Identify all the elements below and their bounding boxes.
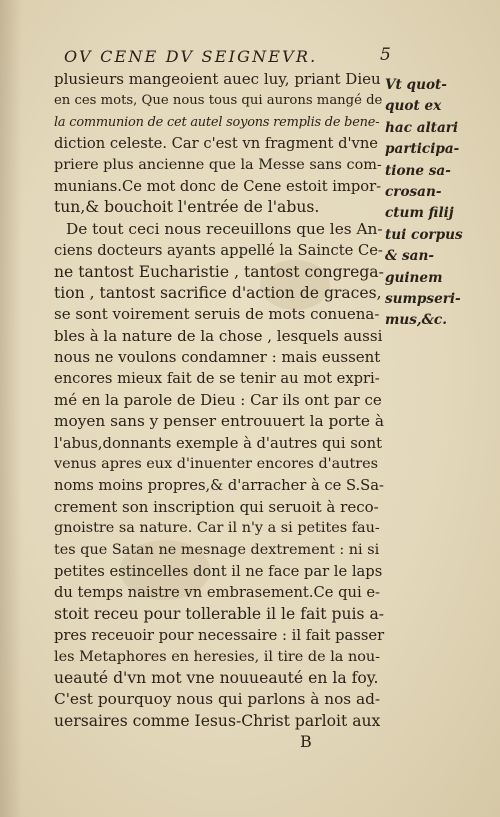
text-line: ciens docteurs ayants appellé la Saincte Ce- — [54, 242, 383, 260]
text-line: tion , tantost sacrifice d'action de graces, — [54, 283, 382, 302]
margin-note-line: Vt quot- — [385, 77, 447, 93]
gutter-shadow — [0, 0, 22, 817]
text-line: De tout ceci nous receuillons que les An- — [66, 219, 383, 238]
text-line: petites estincelles dont il ne face par le laps — [54, 562, 383, 580]
text-line: les Metaphores en heresies, il tire de la nou- — [54, 648, 381, 665]
text-line: noms moins propres,& d'arracher à ce S.Sa- — [54, 477, 384, 495]
text-line: se sont voirement seruis de mots conuena- — [54, 305, 380, 324]
text-line: ne tantost Eucharistie , tantost congrega- — [54, 262, 384, 281]
text-line: encores mieux fait de se tenir au mot expri- — [54, 370, 380, 388]
text-line: la communion de cet autel soyons remplis de bene- — [54, 114, 380, 130]
margin-note-line: tione sa- — [385, 162, 451, 179]
margin-note-line: guinem — [385, 269, 443, 286]
main-text-block — [54, 69, 384, 732]
text-line: crement son inscription qui seruoit à reco- — [54, 497, 379, 516]
margin-note-line: quot ex — [385, 98, 442, 115]
text-line: diction celeste. Car c'est vn fragment d'vne — [54, 135, 378, 153]
margin-note-line: participa- — [385, 141, 460, 158]
page-number: 5 — [380, 45, 391, 65]
margin-note-line: crosan- — [385, 183, 442, 200]
text-line: en ces mots, Que nous tous qui aurons mangé de — [54, 93, 383, 109]
marginal-note — [385, 75, 485, 332]
text-line: uersaires comme Iesus-Christ parloit aux — [54, 711, 381, 730]
text-line: mé en la parole de Dieu : Car ils ont par ce — [54, 390, 382, 409]
text-line: tes que Satan ne mesnage dextrement : ni si — [54, 541, 380, 558]
signature-mark: B — [300, 732, 312, 751]
text-line: pres receuoir pour necessaire : il fait passer — [54, 627, 385, 645]
margin-note-line: & san- — [385, 248, 434, 265]
text-line: munians.Ce mot donc de Cene estoit impor- — [54, 177, 382, 195]
text-line: l'abus,donnants exemple à d'autres qui sont — [54, 434, 382, 452]
text-line: tun,& bouchoit l'entrée de l'abus. — [54, 198, 320, 217]
running-title: OV CENE DV SEIGNEVR. — [64, 47, 318, 66]
text-line: moyen sans y penser entrouuert la porte à — [54, 412, 384, 431]
text-line: venus apres eux d'inuenter encores d'autres — [54, 456, 379, 473]
margin-note-line: hac altari — [385, 119, 459, 136]
text-line: plusieurs mangeoient auec luy, priant Dieu — [54, 70, 381, 88]
text-line: nous ne voulons condamner : mais eussent — [54, 348, 381, 367]
text-line: C'est pourquoy nous qui parlons à nos ad- — [54, 690, 381, 709]
text-line: du temps naistre vn embrasement.Ce qui e- — [54, 584, 380, 602]
text-line: gnoistre sa nature. Car il n'y a si petites fau- — [54, 520, 380, 537]
text-line: priere plus ancienne que la Messe sans com- — [54, 156, 382, 173]
margin-note-line: ctum filij — [385, 205, 454, 222]
text-line: stoit receu pour tollerable il le fait puis a- — [54, 604, 385, 623]
text-line: bles à la nature de la chose , lesquels aussi — [54, 326, 383, 345]
margin-note-line: tui corpus — [385, 226, 463, 243]
margin-note-line: sumpseri- — [385, 290, 461, 307]
text-line: ueauté d'vn mot vne nouueauté en la foy. — [54, 668, 379, 687]
margin-note-line: mus,&c. — [385, 312, 447, 329]
